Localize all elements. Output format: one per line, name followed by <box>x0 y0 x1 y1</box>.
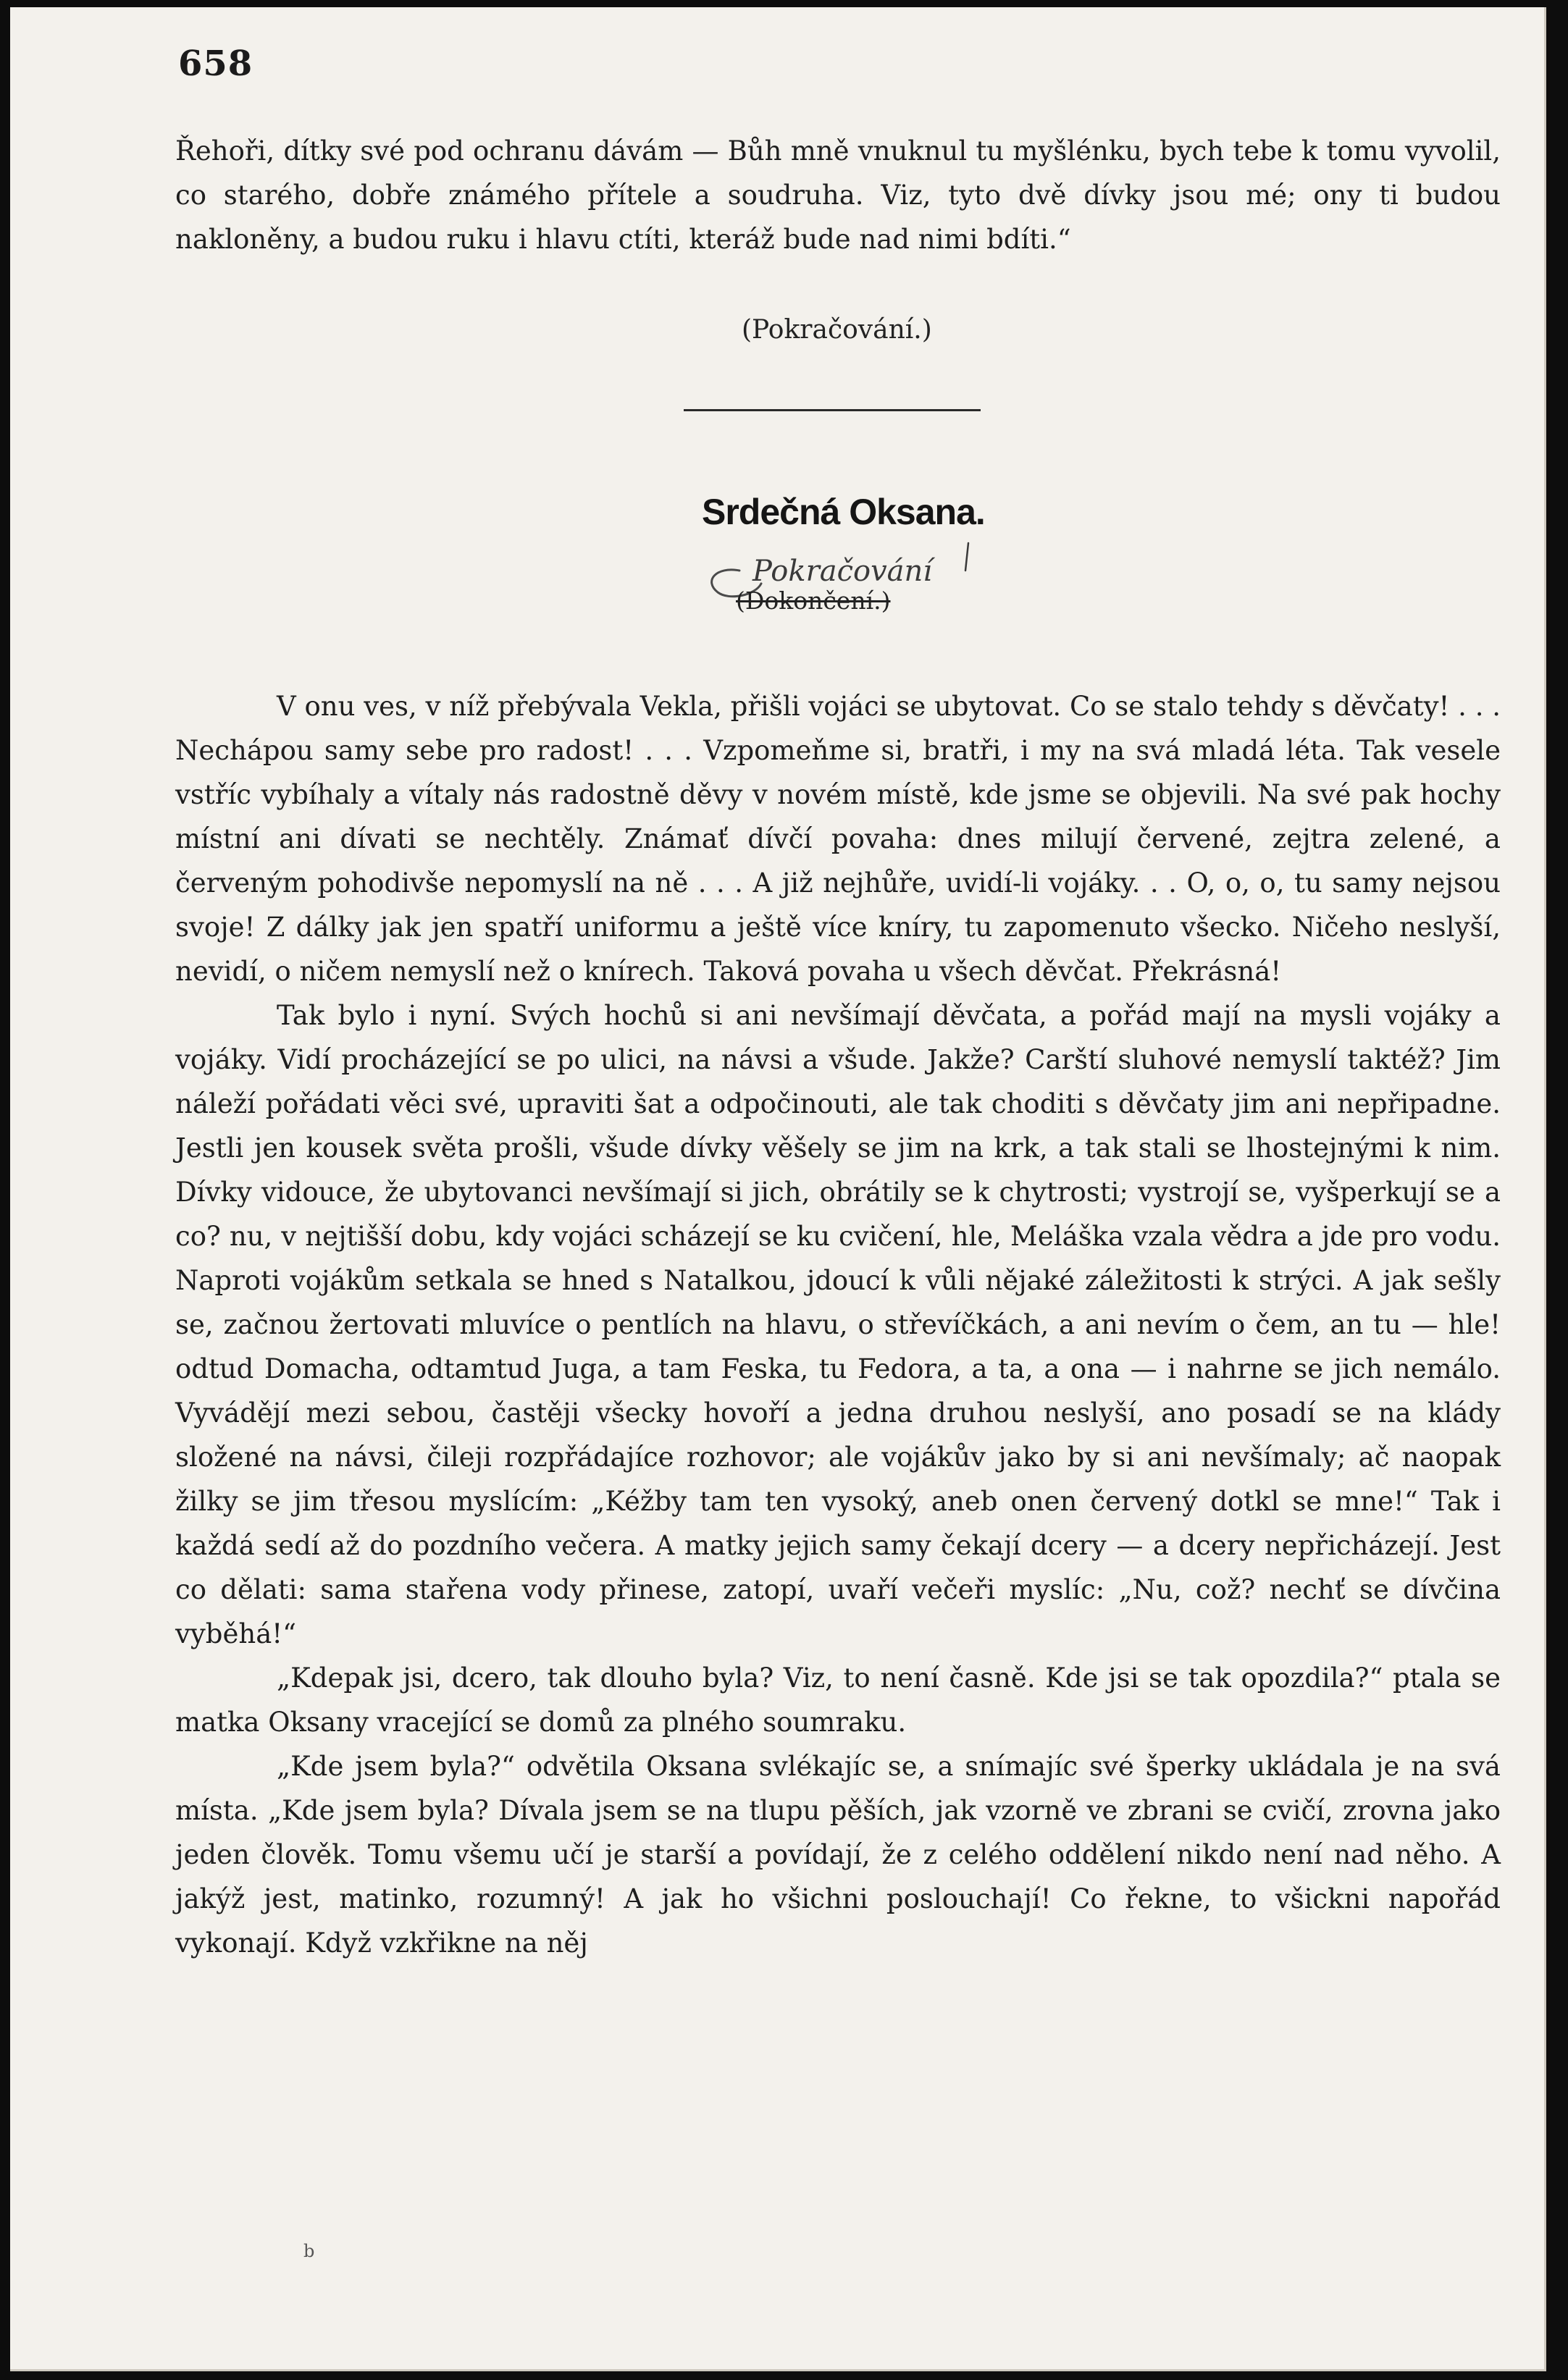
scanned-page <box>10 7 1546 2371</box>
previous-article-paragraph: Řehoři, dítky své pod ochranu dávám — Bůh mně vnuknul tu myšlénku, bych tebe k tomu vyvolil, co starého, dobře známého přítele a soudruha. Viz, tyto dvě dívky jsou mé; ony ti budou nakloněny, a budou ruku i hlavu ctíti, kteráž bude nad nimi bdíti.“ <box>175 135 1501 255</box>
article-title: Srdečná Oksana. <box>702 492 985 532</box>
section-divider <box>684 409 981 411</box>
continued-label: (Pokračování.) <box>742 315 932 345</box>
struck-subtitle: (Dokončení.) <box>736 586 891 615</box>
previous-article-ending <box>175 129 1501 261</box>
article-body <box>175 684 1501 1965</box>
article-paragraph-2: Tak bylo i nyní. Svých hochů si ani nevšímají děvčata, a pořád mají na mysli vojáky a vojáky. Vidí procházející se po ulici, na návsi a všude. Jakže? Carští sluhové nemyslí taktéž? Jim náleží pořádati věci své, upraviti šat a odpočinouti, ale tak choditi s děvčaty jim ani nepřipadne. Jestli jen kousek světa prošli, všude dívky věšely se jim na krk, a tak stali se lhostejnými k nim. Dívky vidouce, že ubytovanci nevšímají si jich, obrátily se k chytrosti; vystrojí se, vyšperkují se a co? nu, v nejtišší dobu, kdy vojáci scházejí se ku cvičení, hle, Meláška vzala vědra a jde pro vodu. Naproti vojákům setkala se hned s Natalkou, jdoucí k vůli nějaké záležitosti k strýci. A jak sešly se, začnou žertovati mluvíce o pentlích na hlavu, o střevíčkách, a ani nevím o čem, an tu — hle! odtud Domacha, odtamtud Juga, a tam Feska, tu Fedora, a ta, a ona — i nahrne se jich nemálo. Vyvádějí mezi sebou, častěji všecky hovoří a jedna druhou neslyší, ano posadí se na klády složené na návsi, čileji rozpřádajíce rozhovor; ale vojákův jako by si ani nevšímaly; ač naopak žilky se jim třesou myslícím: „Kéžby tam ten vysoký, aneb onen červený dotkl se mne!“ Tak i každá sedí až do pozdního večera. A matky jejich samy čekají dcery — a dcery nepřicházejí. Jest co dělati: sama stařena vody přinese, zatopí, uvaří večeři myslíc: „Nu, což? nechť se dívčina vyběhá!“ <box>175 1000 1501 1649</box>
article-paragraph-3: „Kdepak jsi, dcero, tak dlouho byla? Viz, to není časně. Kde jsi se tak opozdila?“ ptala se matka Oksany vracející se domů za plného soumraku. <box>175 1662 1501 1738</box>
margin-mark: b <box>303 2241 315 2261</box>
article-paragraph-4: „Kde jsem byla?“ odvětila Oksana svlékajíc se, a snímajíc své šperky ukládala je na svá místa. „Kde jsem byla? Dívala jsem se na tlupu pěších, jak vzorně ve zbrani se cvičí, zrovna jako jeden člověk. Tomu všemu učí je starší a povídají, že z celého oddělení nikdo není nad něho. A jakýž jest, matinko, rozumný! A jak ho všichni poslouchají! Co řekne, to všickni napořád vykonají. Když vzkřikne na něj <box>175 1751 1501 1959</box>
article-paragraph-1: V onu ves, v níž přebývala Vekla, přišli vojáci se ubytovat. Co se stalo tehdy s děvčaty! . . . Nechápou samy sebe pro radost! . . . Vzpomeňme si, bratři, i my na svá mladá léta. Tak vesele vstříc vybíhaly a vítaly nás radostně děvy v novém místě, kde jsme se objevili. Na své pak hochy místní ani dívati se nechtěly. Známať dívčí povaha: dnes milují červené, zejtra zelené, a červeným pohodivše nepomyslí na ně . . . A již nejhůře, uvidí-li vojáky. . . O, o, o, tu samy nejsou svoje! Z dálky jak jen spatří uniformu a ještě více kníry, tu zapomenuto všecko. Ničeho neslyší, nevidí, o ničem nemyslí než o knírech. Taková povaha u všech děvčat. Překrásná! <box>175 691 1501 987</box>
handwritten-note-text: Pokračování <box>752 555 933 588</box>
page-number: 658 <box>178 43 253 84</box>
